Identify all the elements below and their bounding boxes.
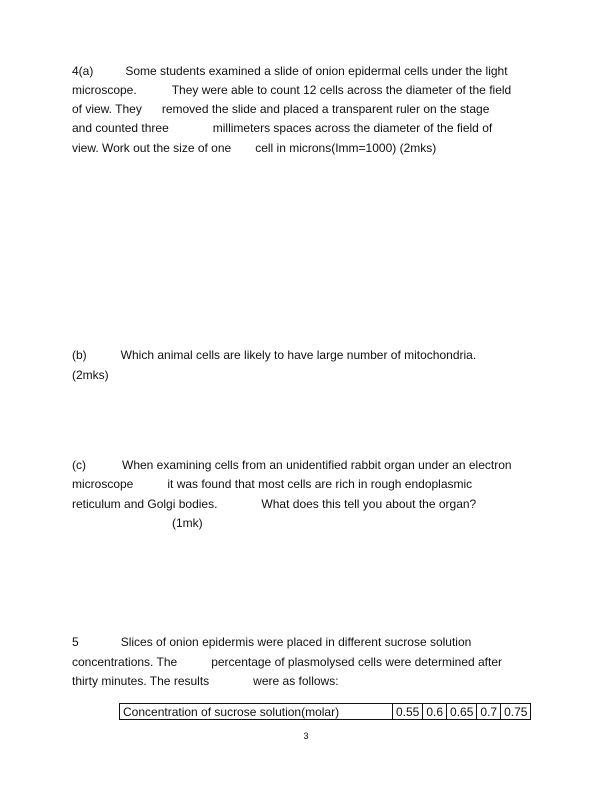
q4b-line-1 xyxy=(72,348,476,363)
q4c-text-1: When examining cells from an unidentified rabbit organ under an electron xyxy=(122,458,512,472)
table-cell: 0.65 xyxy=(447,704,477,720)
q5-text-3a: thirty minutes. The results xyxy=(72,674,210,688)
table-cell: 0.75 xyxy=(501,704,531,720)
q4c-text-3b: What does this tell you about the organ? xyxy=(261,497,477,511)
q4a-line-1 xyxy=(72,64,508,79)
q4a-line-4 xyxy=(72,121,492,136)
table-cell: 0.6 xyxy=(423,704,447,720)
q4c-text-3a: reticulum and Golgi bodies. xyxy=(72,497,218,511)
q4a-text-2b: They were able to count 12 cells across the diameter of the field xyxy=(171,83,512,97)
q5-line-3 xyxy=(72,674,339,689)
table-cell: 0.7 xyxy=(477,704,501,720)
table-row xyxy=(120,704,531,720)
q4a-text-5b: cell in microns(Imm=1000) (2mks) xyxy=(255,141,437,155)
q5-line-2 xyxy=(72,655,502,670)
q4a-line-5 xyxy=(72,141,436,156)
q4a-text-3a: of view. They xyxy=(72,102,142,116)
table-cell: 0.55 xyxy=(393,704,423,720)
q5-label: 5 xyxy=(72,635,79,649)
q4a-text-2a: microscope. xyxy=(72,83,137,97)
q4b-label: (b) xyxy=(72,348,87,362)
q4a-text-4a: and counted three xyxy=(72,121,169,135)
q4b-marks: (2mks) xyxy=(72,368,109,382)
q4a-text-4b: millimeters spaces across the diameter of the field of xyxy=(212,121,493,135)
sucrose-concentration-table xyxy=(119,703,531,720)
q4c-line-3 xyxy=(72,497,476,512)
q5-text-1: Slices of onion epidermis were placed in different sucrose solution xyxy=(120,635,472,649)
q4a-line-3 xyxy=(72,102,489,117)
q4a-text-5a: view. Work out the size of one xyxy=(72,141,232,155)
q4b-text: Which animal cells are likely to have large number of mitochondria. xyxy=(120,348,477,362)
q5-text-3b: were as follows: xyxy=(253,674,339,688)
q5-text-2b: percentage of plasmolysed cells were determined after xyxy=(211,655,503,669)
q4a-text-3b: removed the slide and placed a transparent ruler on the stage xyxy=(161,102,490,116)
q4c-line-1 xyxy=(72,458,512,473)
q5-text-2a: concentrations. The xyxy=(72,655,178,669)
page-number: 3 xyxy=(303,731,309,741)
table-header-cell: Concentration of sucrose solution(molar) xyxy=(120,704,393,720)
q4c-text-2a: microscope xyxy=(72,477,134,491)
q4c-line-2 xyxy=(72,477,472,492)
q4a-label: 4(a) xyxy=(72,64,94,78)
q4c-marks: (1mk) xyxy=(172,516,203,530)
q4a-line-2 xyxy=(72,83,511,98)
q4a-text-1: Some students examined a slide of onion epidermal cells under the light xyxy=(125,64,508,78)
q4c-label: (c) xyxy=(72,458,86,472)
q4c-text-2b: it was found that most cells are rich in rough endoplasmic xyxy=(167,477,473,491)
q5-line-1 xyxy=(72,635,471,650)
